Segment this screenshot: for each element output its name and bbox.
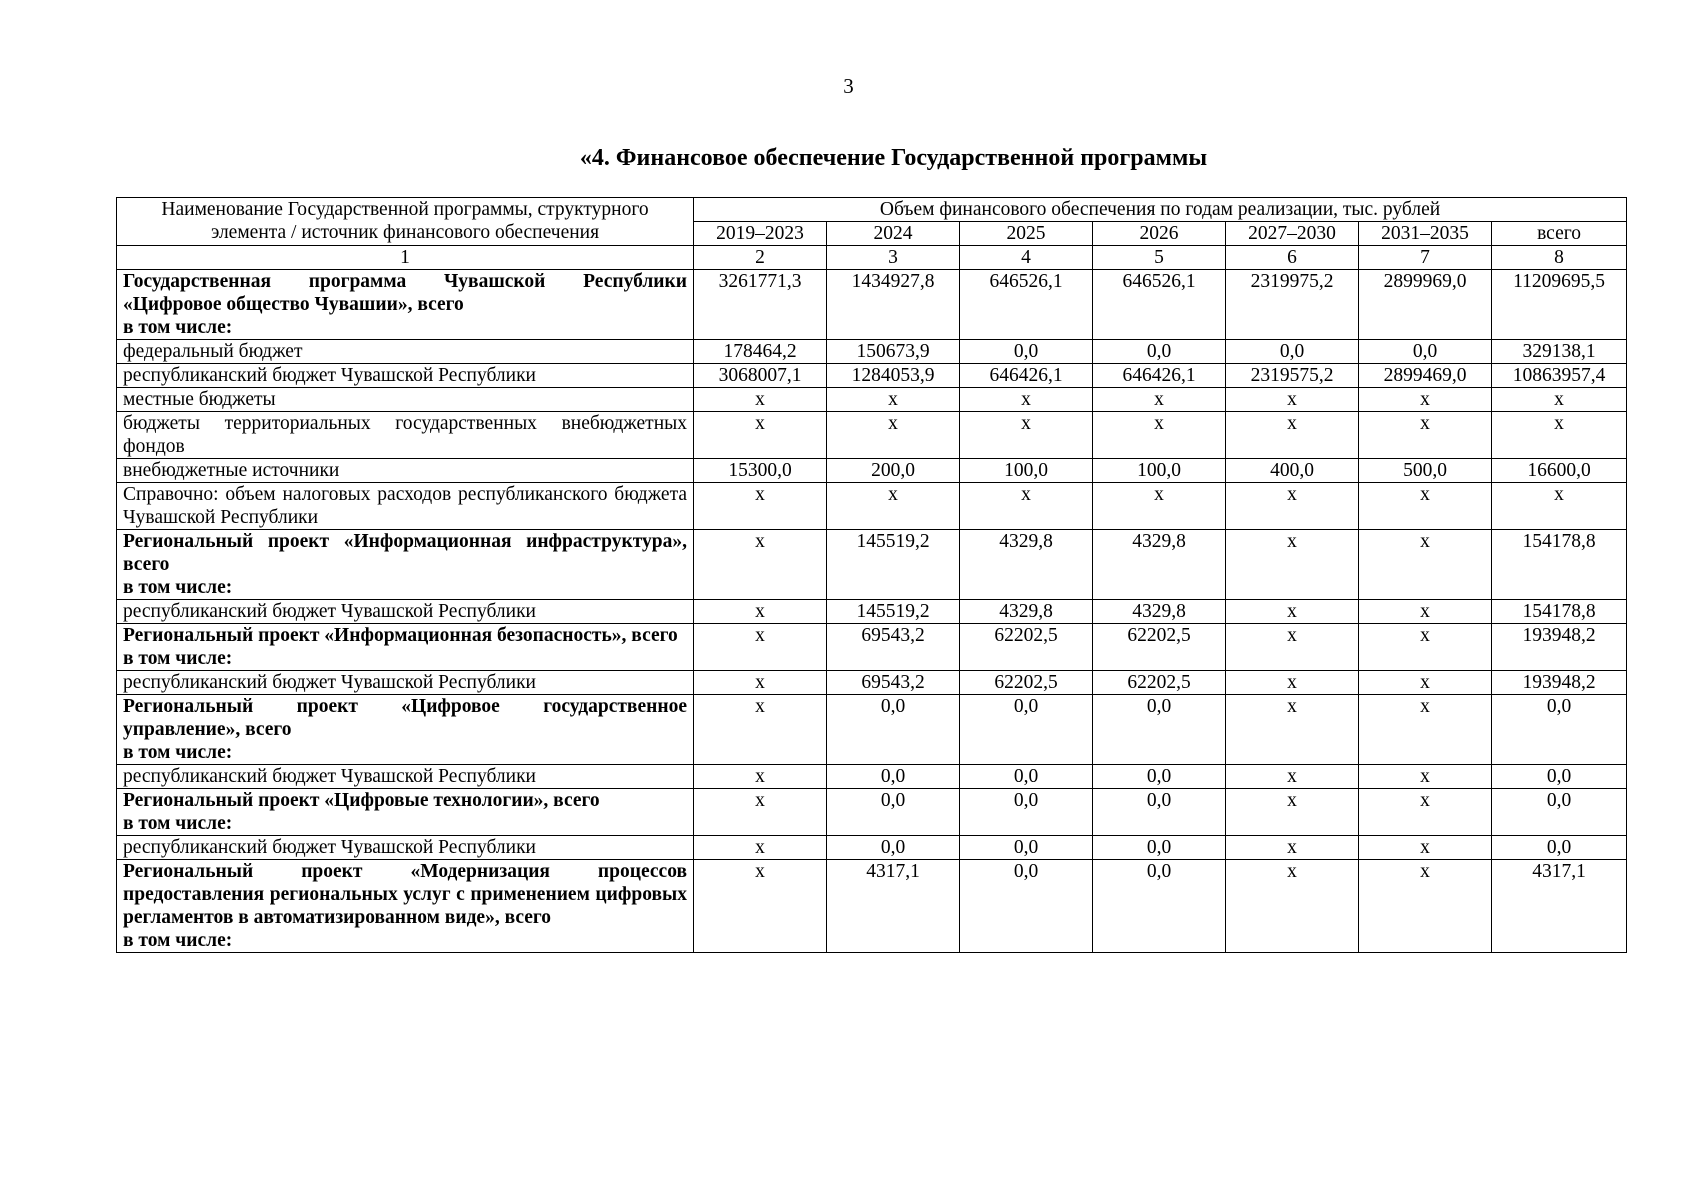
value-cell: х [1492,388,1627,412]
value-cell: 0,0 [827,836,960,860]
row-subtitle: в том числе: [123,577,233,598]
column-number: 4 [960,246,1093,270]
volume-header: Объем финансового обеспечения по годам реализации, тыс. рублей [694,198,1627,222]
column-number: 8 [1492,246,1627,270]
row-subtitle: в том числе: [123,930,233,951]
table-row [117,789,1627,836]
value-cell: 10863957,4 [1492,364,1627,388]
value-cell: х [1093,388,1226,412]
value-cell: х [1359,412,1492,459]
value-cell: х [694,388,827,412]
value-cell: 178464,2 [694,340,827,364]
value-cell: х [1359,671,1492,695]
value-cell: 2319575,2 [1226,364,1359,388]
value-cell: х [1226,671,1359,695]
value-cell: х [960,412,1093,459]
value-cell: х [1226,600,1359,624]
row-name [117,600,694,624]
value-cell: 0,0 [960,765,1093,789]
row-name [117,530,694,600]
value-cell: х [1226,836,1359,860]
value-cell: 62202,5 [1093,671,1226,695]
period-header: 2024 [827,222,960,246]
value-cell: х [960,388,1093,412]
row-name [117,671,694,695]
value-cell: 0,0 [1093,695,1226,765]
value-cell: х [1359,600,1492,624]
row-name-text: республиканский бюджет Чувашской Республики [123,672,536,693]
row-name-text: Региональный проект «Цифровые технологии», всего [123,790,600,811]
row-name [117,860,694,953]
value-cell: х [694,671,827,695]
value-cell: 3068007,1 [694,364,827,388]
row-subtitle: в том числе: [123,742,233,763]
period-header: 2027–2030 [1226,222,1359,246]
column-number-row [117,246,1627,270]
value-cell: 145519,2 [827,530,960,600]
value-cell: 4329,8 [960,530,1093,600]
table-row [117,270,1627,340]
value-cell: 4317,1 [1492,860,1627,953]
period-header: всего [1492,222,1627,246]
value-cell: х [694,624,827,671]
value-cell: 0,0 [827,789,960,836]
table-row [117,412,1627,459]
row-name-text: республиканский бюджет Чувашской Республики [123,601,536,622]
value-cell: х [1226,860,1359,953]
value-cell: х [1226,483,1359,530]
value-cell: 11209695,5 [1492,270,1627,340]
value-cell: 150673,9 [827,340,960,364]
value-cell: 200,0 [827,459,960,483]
row-name-text: местные бюджеты [123,389,276,410]
value-cell: 1434927,8 [827,270,960,340]
value-cell: 1284053,9 [827,364,960,388]
row-name-text: республиканский бюджет Чувашской Республики [123,837,536,858]
row-subtitle: в том числе: [123,648,233,669]
row-name [117,483,694,530]
value-cell: 329138,1 [1492,340,1627,364]
row-name-text: республиканский бюджет Чувашской Республики [123,766,536,787]
table-row [117,530,1627,600]
table-row [117,836,1627,860]
value-cell: 154178,8 [1492,600,1627,624]
row-name-text: республиканский бюджет Чувашской Республики [123,365,536,386]
value-cell: 4329,8 [960,600,1093,624]
value-cell: 4329,8 [1093,530,1226,600]
value-cell: 0,0 [960,695,1093,765]
period-header: 2025 [960,222,1093,246]
value-cell: 100,0 [960,459,1093,483]
value-cell: х [694,836,827,860]
row-name-text: федеральный бюджет [123,341,303,362]
value-cell: х [1359,483,1492,530]
value-cell: х [694,789,827,836]
value-cell: 193948,2 [1492,624,1627,671]
value-cell: х [694,530,827,600]
row-name-text: Справочно: объем налоговых расходов республиканского бюджета Чувашской Республики [123,484,687,528]
row-name-text: Региональный проект «Информационная безопасность», всего [123,625,678,646]
value-cell: 646526,1 [1093,270,1226,340]
value-cell: х [1359,765,1492,789]
value-cell: 69543,2 [827,624,960,671]
value-cell: 500,0 [1359,459,1492,483]
value-cell: х [1226,624,1359,671]
value-cell: х [694,600,827,624]
value-cell: 2899469,0 [1359,364,1492,388]
value-cell: х [1226,695,1359,765]
value-cell: х [1359,695,1492,765]
value-cell: х [1226,388,1359,412]
value-cell: 0,0 [1093,860,1226,953]
value-cell: 0,0 [1093,765,1226,789]
value-cell: х [1093,483,1226,530]
column-number: 7 [1359,246,1492,270]
row-name-text: внебюджетные источники [123,460,340,481]
value-cell: х [694,860,827,953]
value-cell: х [1492,412,1627,459]
value-cell: 4329,8 [1093,600,1226,624]
value-cell: 0,0 [1226,340,1359,364]
value-cell: 0,0 [960,860,1093,953]
value-cell: 646426,1 [960,364,1093,388]
value-cell: 0,0 [1492,836,1627,860]
value-cell: 16600,0 [1492,459,1627,483]
row-name [117,765,694,789]
table-row [117,860,1627,953]
value-cell: х [694,483,827,530]
row-name [117,789,694,836]
value-cell: 145519,2 [827,600,960,624]
row-name-text: бюджеты территориальных государственных внебюджетных фондов [123,413,687,457]
value-cell: 62202,5 [960,624,1093,671]
column-number: 6 [1226,246,1359,270]
value-cell: 0,0 [960,340,1093,364]
value-cell: 0,0 [960,789,1093,836]
value-cell: 0,0 [1492,695,1627,765]
period-header: 2026 [1093,222,1226,246]
row-name [117,624,694,671]
row-name [117,695,694,765]
table-row [117,459,1627,483]
value-cell: х [827,483,960,530]
value-cell: 0,0 [960,836,1093,860]
value-cell: х [1492,483,1627,530]
value-cell: 0,0 [1492,789,1627,836]
header-row-1 [117,198,1627,222]
value-cell: 3261771,3 [694,270,827,340]
column-number: 2 [694,246,827,270]
table-row [117,388,1627,412]
row-subtitle: в том числе: [123,317,233,338]
value-cell: х [694,695,827,765]
row-name-text: Региональный проект «Информационная инфраструктура», всего [123,531,687,575]
value-cell: 2319975,2 [1226,270,1359,340]
value-cell: 69543,2 [827,671,960,695]
value-cell: х [1226,765,1359,789]
table-row [117,765,1627,789]
value-cell: 62202,5 [1093,624,1226,671]
column-number: 1 [117,246,694,270]
value-cell: х [827,412,960,459]
table-row [117,600,1627,624]
value-cell: 646426,1 [1093,364,1226,388]
row-name [117,364,694,388]
financing-table [116,197,1627,953]
value-cell: 62202,5 [960,671,1093,695]
value-cell: х [1093,412,1226,459]
value-cell: х [1359,624,1492,671]
value-cell: х [1226,412,1359,459]
page-number: 3 [843,74,854,98]
value-cell: 2899969,0 [1359,270,1492,340]
column-number: 3 [827,246,960,270]
value-cell: 0,0 [827,695,960,765]
period-header: 2031–2035 [1359,222,1492,246]
row-name-text: Государственная программа Чувашской Республики «Цифровое общество Чувашии», всего [123,271,687,315]
value-cell: х [1359,388,1492,412]
value-cell: 100,0 [1093,459,1226,483]
row-name [117,412,694,459]
table-row [117,364,1627,388]
table-row [117,624,1627,671]
table-row [117,671,1627,695]
value-cell: 0,0 [1492,765,1627,789]
value-cell: 15300,0 [694,459,827,483]
value-cell: х [1359,530,1492,600]
period-header: 2019–2023 [694,222,827,246]
value-cell: 193948,2 [1492,671,1627,695]
value-cell: х [694,765,827,789]
value-cell: х [1359,789,1492,836]
value-cell: х [694,412,827,459]
table-row [117,340,1627,364]
value-cell: 154178,8 [1492,530,1627,600]
row-name [117,340,694,364]
value-cell: 400,0 [1226,459,1359,483]
table-row [117,483,1627,530]
row-name [117,270,694,340]
row-name [117,388,694,412]
value-cell: 0,0 [1093,789,1226,836]
row-name-text: Региональный проект «Модернизация процессов предоставления региональных услуг с применением цифровых регламентов в автоматизированном виде», всего [123,861,687,928]
value-cell: 0,0 [1093,836,1226,860]
section-title: «4. Финансовое обеспечение Государственной программы [579,145,1208,171]
column-number: 5 [1093,246,1226,270]
name-column-header: Наименование Государственной программы, структурного элемента / источник финансового обеспечения [117,198,694,246]
value-cell: х [1226,530,1359,600]
value-cell: 0,0 [827,765,960,789]
row-name-text: Региональный проект «Цифровое государственное управление», всего [123,696,687,740]
value-cell: х [827,388,960,412]
row-name [117,459,694,483]
value-cell: х [960,483,1093,530]
value-cell: х [1226,789,1359,836]
row-subtitle: в том числе: [123,813,233,834]
table-row [117,695,1627,765]
value-cell: 646526,1 [960,270,1093,340]
value-cell: 0,0 [1093,340,1226,364]
row-name [117,836,694,860]
value-cell: 4317,1 [827,860,960,953]
value-cell: х [1359,836,1492,860]
value-cell: х [1359,860,1492,953]
value-cell: 0,0 [1359,340,1492,364]
